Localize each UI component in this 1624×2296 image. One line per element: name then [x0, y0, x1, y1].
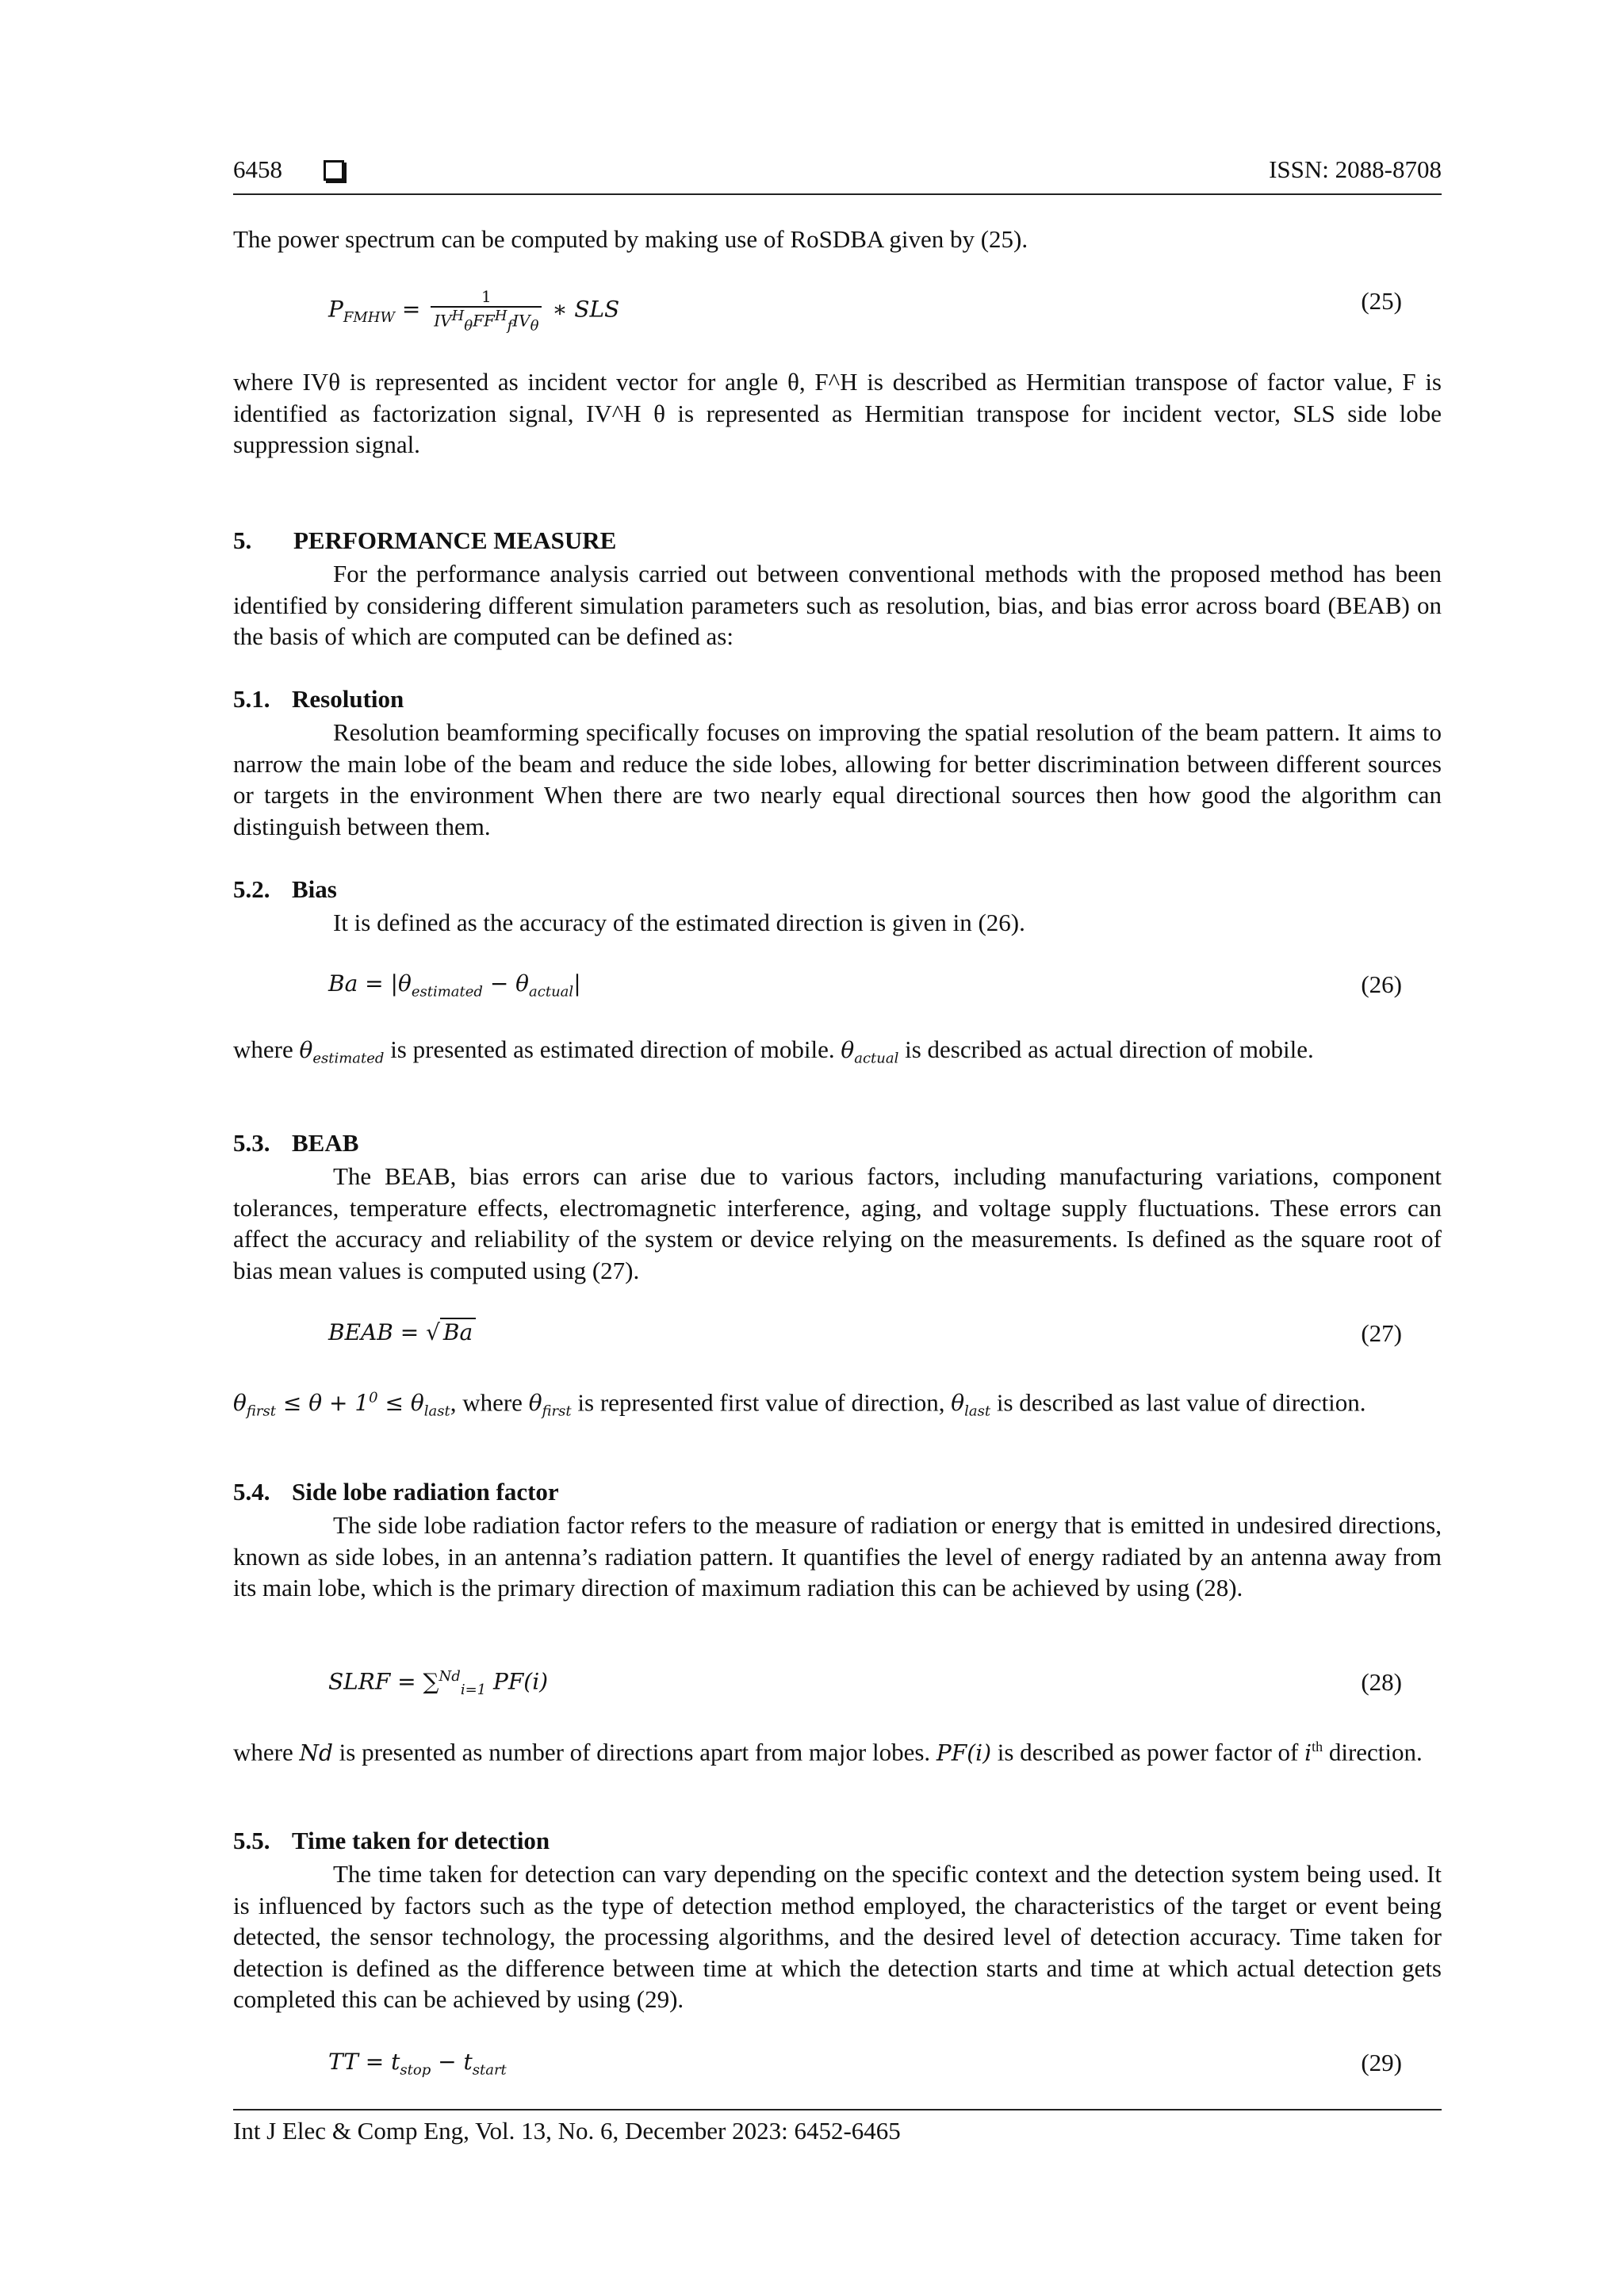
section-5-2-body: It is defined as the accuracy of the estimated direction is given in (26).	[333, 909, 1025, 936]
equation-29	[233, 2049, 1442, 2080]
section-5-4-body: The side lobe radiation factor refers to the measure of radiation or energy that is emitted in undesired directions, known as side lobes, in an antenna’s radiation pattern. It quantifies the level of energy radiated by an antenna away from its main lobe, which is the primary direction of maximum radiation this can be achieved by using (28).	[233, 1511, 1442, 1601]
intro-sentence: The power spectrum can be computed by making use of RoSDBA given by (25).	[233, 225, 1028, 253]
equation-27-formula: BEAB = √ Ba	[328, 1319, 476, 1345]
section-5-3-body: The BEAB, bias errors can arise due to various factors, including manufacturing variations, component tolerances, temperature effects, electromagnetic interference, aging, and voltage supply fluctuations. These errors can affect the accuracy and reliability of the system or device relying on the measurements. Is defined as the square root of bias mean values is computed using (27).	[233, 1162, 1442, 1284]
equation-28-number: (28)	[1361, 1668, 1402, 1696]
beab-explain-2: is represented first value of direction,	[571, 1388, 952, 1417]
equation-28-explanation: where Nd is presented as number of directions apart from major lobes. PF(i) is described as power factor of $i^{th}$ direction.	[233, 1738, 1423, 1766]
slrf-explain-3: direction.	[1323, 1738, 1423, 1766]
section-5-4-title: Side lobe radiation factor	[292, 1478, 559, 1506]
page-header	[233, 155, 1442, 195]
equation-25-formula: $P_{FMHW}$ = $\frac{1}{IV^H_\theta FF^H_fIV_\theta}$ ∗ SLS	[328, 287, 620, 335]
section-5-body: For the performance analysis carried out between conventional methods with the proposed method has been identified by considering different simulation parameters such as resolution, bias, and bias error across board (BEAB) on the basis of which are computed can be defined as:	[233, 560, 1442, 650]
section-5-3-heading	[233, 1129, 358, 1158]
section-5-3-title: BEAB	[292, 1129, 359, 1157]
equation-27-explanation: $\theta_{first} \le \theta + 1^0 \le \theta_{last}$, where $\theta_{first}$ is represented first value of direction, $\theta_{last}$ is described as last value of direction.	[233, 1388, 1366, 1420]
section-5-1-heading	[233, 685, 404, 714]
equation-28	[233, 1668, 1442, 1700]
eq25-where-text: where IVθ is represented as incident vector for angle θ, F^H is described as Hermitian transpose of factor value, F is identified as factorization signal, IV^H θ is represented as Hermitian transpose for incident vector, SLS side lobe suppression signal.	[233, 368, 1442, 458]
beab-explain-3: is described as last value of direction.	[990, 1388, 1366, 1417]
section-5-5-body: The time taken for detection can vary depending on the specific context and the detection system being used. It is influenced by factors such as the type of detection method employed, the characteristics of the target or event being detected, the sensor technology, the processing algorithms, and the desired level of detection accuracy. Time taken for detection is defined as the difference between time at which the detection starts and time at which actual detection gets completed this can be achieved by using (29).	[233, 1860, 1442, 2013]
page-number: 6458	[233, 155, 282, 183]
equation-27-number: (27)	[1361, 1319, 1402, 1347]
section-5-5-heading	[233, 1827, 550, 1855]
equation-25	[233, 287, 1442, 335]
section-5-3-number: 5.3.	[233, 1129, 270, 1157]
equation-26-number: (26)	[1361, 970, 1402, 998]
page-footer: Int J Elec & Comp Eng, Vol. 13, No. 6, December 2023: 6452-6465	[233, 2109, 1442, 2145]
section-5-1-title: Resolution	[292, 685, 404, 713]
equation-26-formula: $Ba = |\theta_{estimated} - \theta_{actual}|$	[328, 970, 581, 1001]
slrf-explain-2: is described as power factor of	[991, 1738, 1305, 1766]
equation-27	[233, 1319, 1442, 1351]
equation-26-explanation: where $\theta_{estimated}$ is presented as estimated direction of mobile. $\theta_{actual}$ is described as actual direction of mobile.	[233, 1035, 1314, 1067]
equation-26	[233, 970, 1442, 1002]
slrf-explain-1: is presented as number of directions apart from major lobes.	[332, 1738, 936, 1766]
bias-explain-1: is presented as estimated direction of mobile.	[384, 1035, 841, 1063]
equation-25-number: (25)	[1361, 287, 1402, 315]
section-5-5-number: 5.5.	[233, 1827, 270, 1854]
section-5-2-title: Bias	[292, 875, 337, 903]
section-5-4-heading	[233, 1478, 559, 1506]
equation-25-explanation	[233, 366, 1442, 461]
section-5-2-number: 5.2.	[233, 875, 270, 903]
equation-28-formula: SLRF = ∑$^{Nd}_{i=1}$ PF(i)	[328, 1668, 549, 1698]
section-5-1-number: 5.1.	[233, 685, 270, 713]
section-5-title: PERFORMANCE MEASURE	[293, 526, 617, 554]
section-5-heading	[233, 526, 616, 555]
section-5-2-heading	[233, 875, 337, 904]
section-5-5-title: Time taken for detection	[292, 1827, 550, 1854]
section-5-1-body: Resolution beamforming specifically focuses on improving the spatial resolution of the beam pattern. It aims to narrow the main lobe of the beam and reduce the side lobes, allowing for better discrimination between different sources or targets in the environment When there are two nearly equal directional sources then how good the algorithm can distinguish between them.	[233, 718, 1442, 840]
section-5-number: 5.	[233, 526, 252, 554]
bias-explain-2: is described as actual direction of mobile.	[898, 1035, 1314, 1063]
checkbox-square-icon	[324, 160, 344, 181]
equation-29-formula: TT = $t_{stop} - t_{start}$	[328, 2049, 507, 2079]
beab-explain-1: , where	[450, 1388, 529, 1417]
section-5-4-number: 5.4.	[233, 1478, 270, 1506]
equation-29-number: (29)	[1361, 2049, 1402, 2076]
issn-label: ISSN: 2088-8708	[1269, 155, 1442, 183]
